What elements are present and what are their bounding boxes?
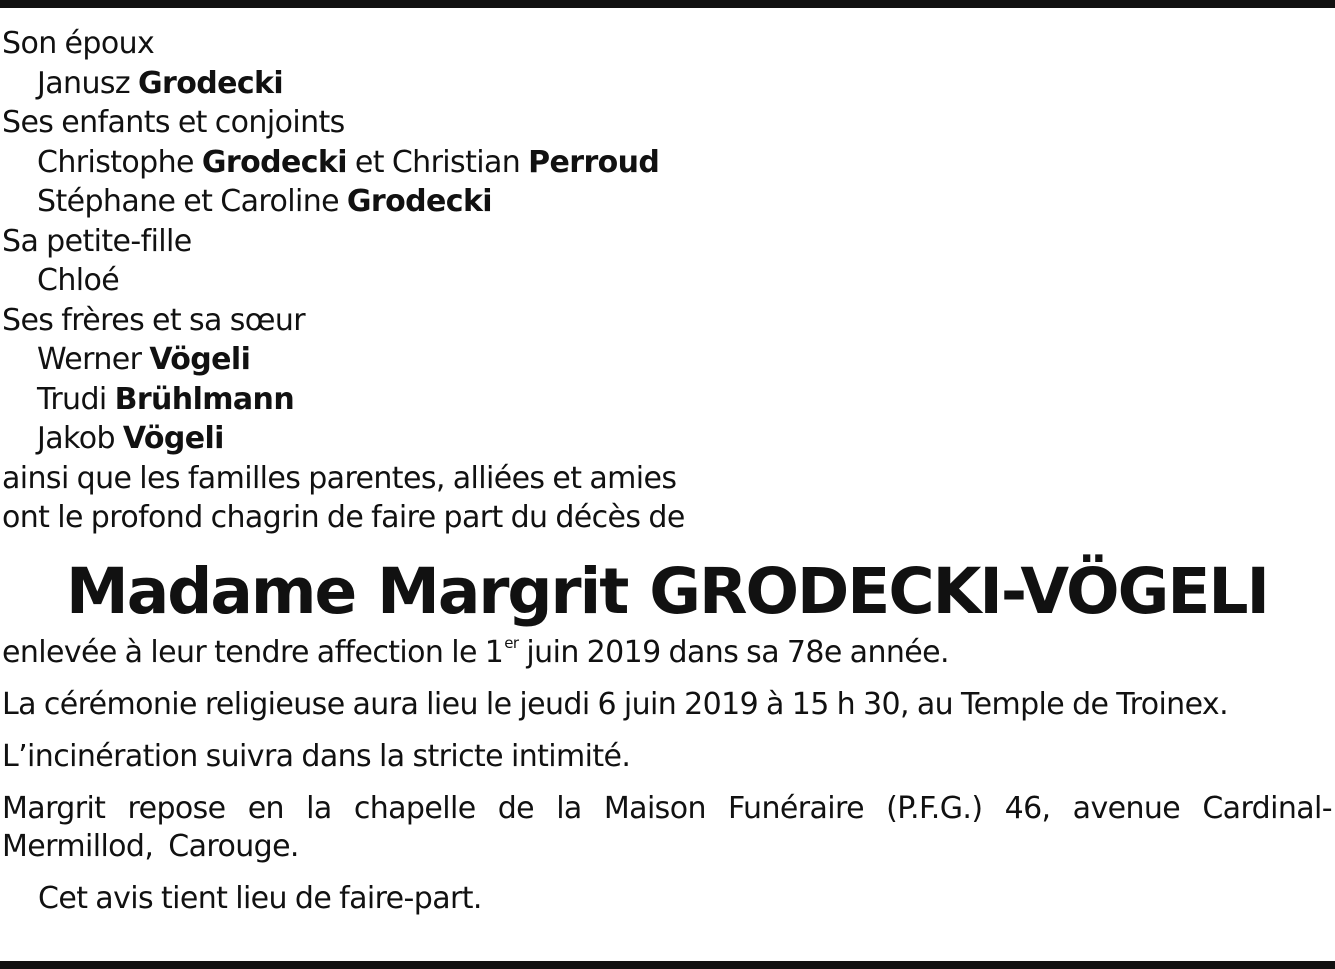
deceased-name: Madame Margrit GRODECKI-VÖGELI (66, 554, 1268, 628)
death-text-before: enlevée à leur tendre affection le 1 (2, 634, 504, 670)
child-name (2, 143, 1332, 183)
ordinal-suffix: er (504, 633, 519, 652)
first-name: Chloé (37, 263, 120, 298)
first-name: Werner (37, 342, 142, 377)
spouse-name (2, 64, 1332, 104)
child-name (2, 182, 1332, 222)
last-name: Vögeli (149, 342, 251, 377)
last-name: Brühlmann (114, 381, 295, 417)
spouse-label: Son époux (2, 26, 155, 61)
last-name: Vögeli (122, 421, 224, 456)
first-name: Christophe (37, 144, 194, 180)
ceremony-line: La cérémonie religieuse aura lieu le jeudi 6 juin 2019 à 15 h 30, au Temple de Troinex. (2, 686, 1229, 722)
extended-family-line: ainsi que les familles parentes, alliées et amies (2, 460, 677, 496)
grandchild-label: Sa petite-fille (2, 223, 192, 259)
first-name: Trudi (37, 381, 107, 417)
death-text-after: juin 2019 dans sa 78e année. (518, 634, 949, 670)
cremation-line: L’incinération suivra dans la stricte intimité. (2, 738, 631, 774)
grandchild-name (2, 261, 1332, 301)
last-name: Grodecki (137, 65, 284, 101)
death-notice (2, 24, 1332, 918)
sibling-name (2, 340, 1332, 380)
last-name: Grodecki (201, 144, 347, 180)
sibling-name (2, 380, 1332, 420)
last-name: Grodecki (346, 184, 492, 219)
siblings-label: Ses frères et sa sœur (2, 302, 306, 338)
partner-first-name: et Christian (354, 144, 521, 180)
top-border-rule (0, 0, 1335, 8)
bottom-border-rule (0, 961, 1335, 969)
resting-place-paragraph: Margrit repose en la chapelle de la Maison Funéraire (P.F.G.) 46, avenue Cardinal-Mermillod, Carouge. (2, 790, 1332, 864)
first-name: Jakob (37, 421, 115, 456)
announcement-line: ont le profond chagrin de faire part du décès de (2, 500, 685, 535)
partner-last-name: Perroud (528, 144, 660, 180)
death-date-line (2, 634, 1332, 672)
first-name: Stéphane et Caroline (37, 184, 339, 219)
closing-line: Cet avis tient lieu de faire-part. (38, 880, 482, 916)
first-name: Janusz (37, 65, 131, 101)
sibling-name (2, 419, 1332, 459)
children-label: Ses enfants et conjoints (2, 105, 345, 140)
